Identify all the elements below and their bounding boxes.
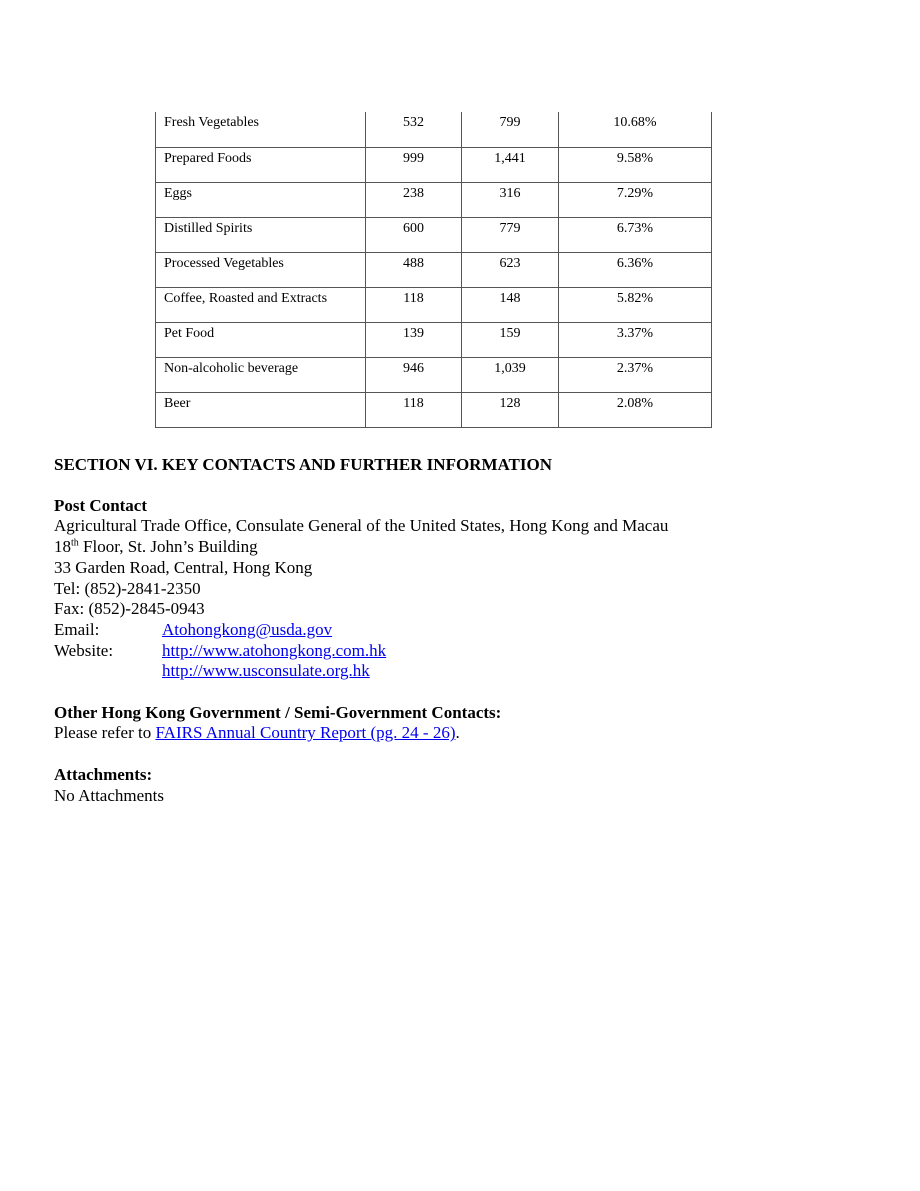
table-row bbox=[156, 252, 712, 287]
email-label: Email: bbox=[54, 619, 100, 639]
value-2-cell: 128 bbox=[462, 392, 559, 427]
product-table-container bbox=[155, 112, 711, 428]
percent-cell: 10.68% bbox=[559, 112, 712, 147]
value-1-cell: 600 bbox=[366, 217, 462, 252]
table-row bbox=[156, 357, 712, 392]
value-1-cell: 999 bbox=[366, 147, 462, 182]
telephone: Tel: (852)-2841-2350 bbox=[54, 578, 201, 598]
floor-number: 18 bbox=[54, 537, 71, 557]
value-1-cell: 532 bbox=[366, 112, 462, 147]
table-row bbox=[156, 287, 712, 322]
fairs-report-link[interactable]: FAIRS Annual Country Report (pg. 24 - 26) bbox=[155, 723, 456, 743]
contacts-section bbox=[54, 455, 874, 806]
post-contact-heading: Post Contact bbox=[54, 495, 148, 515]
table-row bbox=[156, 322, 712, 357]
percent-cell: 5.82% bbox=[559, 287, 712, 322]
fax: Fax: (852)-2845-0943 bbox=[54, 599, 205, 619]
floor-address bbox=[54, 537, 874, 558]
table-row bbox=[156, 392, 712, 427]
table-row bbox=[156, 217, 712, 252]
value-2-cell: 159 bbox=[462, 322, 559, 357]
product-cell: Distilled Spirits bbox=[156, 217, 366, 252]
percent-cell: 2.37% bbox=[559, 357, 712, 392]
floor-ordinal: th bbox=[71, 537, 79, 549]
section-heading: SECTION VI. KEY CONTACTS AND FURTHER INFORMATION bbox=[54, 455, 552, 474]
product-cell: Coffee, Roasted and Extracts bbox=[156, 287, 366, 322]
value-1-cell: 118 bbox=[366, 287, 462, 322]
percent-cell: 9.58% bbox=[559, 147, 712, 182]
email-row bbox=[54, 620, 874, 641]
refer-prefix: Please refer to bbox=[54, 723, 156, 743]
website-label: Website: bbox=[54, 640, 114, 660]
product-cell: Eggs bbox=[156, 182, 366, 217]
value-2-cell: 316 bbox=[462, 182, 559, 217]
website-row bbox=[54, 641, 874, 662]
other-contacts-text bbox=[54, 723, 874, 744]
table-row bbox=[156, 112, 712, 147]
table-row bbox=[156, 182, 712, 217]
product-cell: Non-alcoholic beverage bbox=[156, 357, 366, 392]
value-2-cell: 779 bbox=[462, 217, 559, 252]
website-link-consulate[interactable]: http://www.usconsulate.org.hk bbox=[162, 661, 370, 681]
value-2-cell: 1,039 bbox=[462, 357, 559, 392]
product-cell: Beer bbox=[156, 392, 366, 427]
refer-suffix: . bbox=[455, 723, 460, 743]
value-1-cell: 488 bbox=[366, 252, 462, 287]
value-2-cell: 623 bbox=[462, 252, 559, 287]
value-2-cell: 1,441 bbox=[462, 147, 559, 182]
value-2-cell: 148 bbox=[462, 287, 559, 322]
website-link-ato[interactable]: http://www.atohongkong.com.hk bbox=[162, 640, 387, 660]
product-cell: Processed Vegetables bbox=[156, 252, 366, 287]
value-2-cell: 799 bbox=[462, 112, 559, 147]
percent-cell: 6.36% bbox=[559, 252, 712, 287]
floor-building: Floor, St. John’s Building bbox=[78, 537, 258, 557]
value-1-cell: 118 bbox=[366, 392, 462, 427]
product-cell: Prepared Foods bbox=[156, 147, 366, 182]
other-contacts-heading: Other Hong Kong Government / Semi-Government Contacts: bbox=[54, 702, 502, 722]
street-address: 33 Garden Road, Central, Hong Kong bbox=[54, 557, 313, 577]
product-table-body bbox=[156, 112, 712, 427]
percent-cell: 3.37% bbox=[559, 322, 712, 357]
website-row-2 bbox=[54, 661, 874, 682]
office-name: Agricultural Trade Office, Consulate General of the United States, Hong Kong and Macau bbox=[54, 516, 669, 536]
percent-cell: 7.29% bbox=[559, 182, 712, 217]
value-1-cell: 946 bbox=[366, 357, 462, 392]
product-cell: Pet Food bbox=[156, 322, 366, 357]
value-1-cell: 139 bbox=[366, 322, 462, 357]
value-1-cell: 238 bbox=[366, 182, 462, 217]
attachments-text: No Attachments bbox=[54, 785, 165, 805]
product-table bbox=[155, 112, 712, 428]
email-link[interactable]: Atohongkong@usda.gov bbox=[162, 619, 333, 639]
percent-cell: 2.08% bbox=[559, 392, 712, 427]
table-row bbox=[156, 147, 712, 182]
percent-cell: 6.73% bbox=[559, 217, 712, 252]
product-cell: Fresh Vegetables bbox=[156, 112, 366, 147]
attachments-heading: Attachments: bbox=[54, 764, 153, 784]
